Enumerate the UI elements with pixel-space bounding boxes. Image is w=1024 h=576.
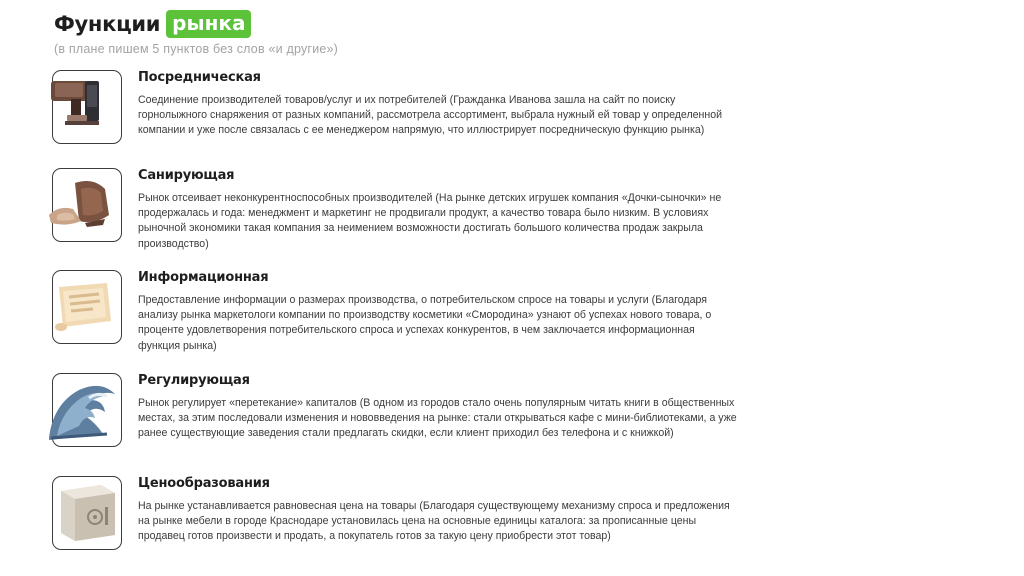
- function-title: Санирующая: [138, 168, 235, 183]
- wave-icon: [45, 374, 129, 446]
- icon-frame: [52, 70, 122, 144]
- icon-frame: [52, 373, 122, 447]
- function-text: [138, 270, 738, 354]
- function-description: На рынке устанавливается равновесная цена на товары (Благодаря существующему механизму спроса и предложения на рынке мебели в городе Краснодаре установилась цена на основные единицы каталога: за прописанные цены продавец готов произвести и продать, а покупатель готов за такую цену приобрести этот товар): [138, 500, 730, 543]
- function-title: Посредническая: [138, 70, 261, 85]
- safe-icon: [45, 477, 129, 549]
- icon-frame: [52, 476, 122, 550]
- function-description: Соединение производителей товаров/услуг и их потребителей (Гражданка Иванова зашла на сайт по поиску горнолыжного снаряжения от разных компаний, рассмотрела ассортимент, выбрала нужный ей товар у определенной компании и уже после связалась с ее менеджером напрямую, что иллюстрирует посредническую функцию рынка): [138, 94, 723, 137]
- function-description: Предоставление информации о размерах производства, о потребительском спросе на товары и услуги (Благодаря анализу рынка маркетологи компании по производству косметики «Смородина» узнают об успехах нового товара, о проценте удовлетворения потребительского спроса и успехах конкурентов, в чем заключается информационная функция рынка): [138, 294, 712, 352]
- function-title: Регулирующая: [138, 373, 250, 388]
- function-text: [138, 373, 738, 442]
- function-item-sanitizing: [52, 168, 732, 252]
- title-badge: рынка: [166, 10, 251, 38]
- broken-pottery-icon: [45, 169, 129, 241]
- function-description: Рынок отсеивает неконкурентноспособных производителей (На рынке детских игрушек компания «Дочки-сыночки» не продержалась и года: менеджмент и маркетинг не продвигали продукт, а качество товара было низким. В условиях рыночной экономики такая компания за неимением возможности достигать большого количества продаж закрыла производство): [138, 192, 722, 250]
- function-item-pricing: [52, 476, 732, 560]
- function-text: [138, 70, 738, 139]
- function-item-informational: [52, 270, 732, 354]
- icon-frame: [52, 270, 122, 344]
- icon-frame: [52, 168, 122, 242]
- function-text: [138, 168, 738, 252]
- page-title: [54, 10, 338, 38]
- title-text: Функции: [54, 12, 161, 36]
- function-description: Рынок регулирует «перетекание» капиталов (В одном из городов стало очень популярным читать книги в общественных местах, за этим последовали изменения и нововведения на рынке: стали открываться кафе с мини-библиотеками, а уже ранее существующие заведения стали предлагать скидки, если клиент приходил без телефона и с книжкой): [138, 397, 737, 440]
- function-title: Ценообразования: [138, 476, 270, 491]
- page-subtitle: (в плане пишем 5 пунктов без слов «и другие»): [54, 42, 339, 56]
- coffee-machine-icon: [45, 71, 129, 143]
- page-header: [54, 10, 338, 56]
- function-item-regulating: [52, 373, 737, 457]
- function-item-intermediary: [52, 70, 732, 154]
- function-text: [138, 476, 738, 545]
- newspaper-scroll-icon: [45, 271, 129, 343]
- function-title: Информационная: [138, 270, 269, 285]
